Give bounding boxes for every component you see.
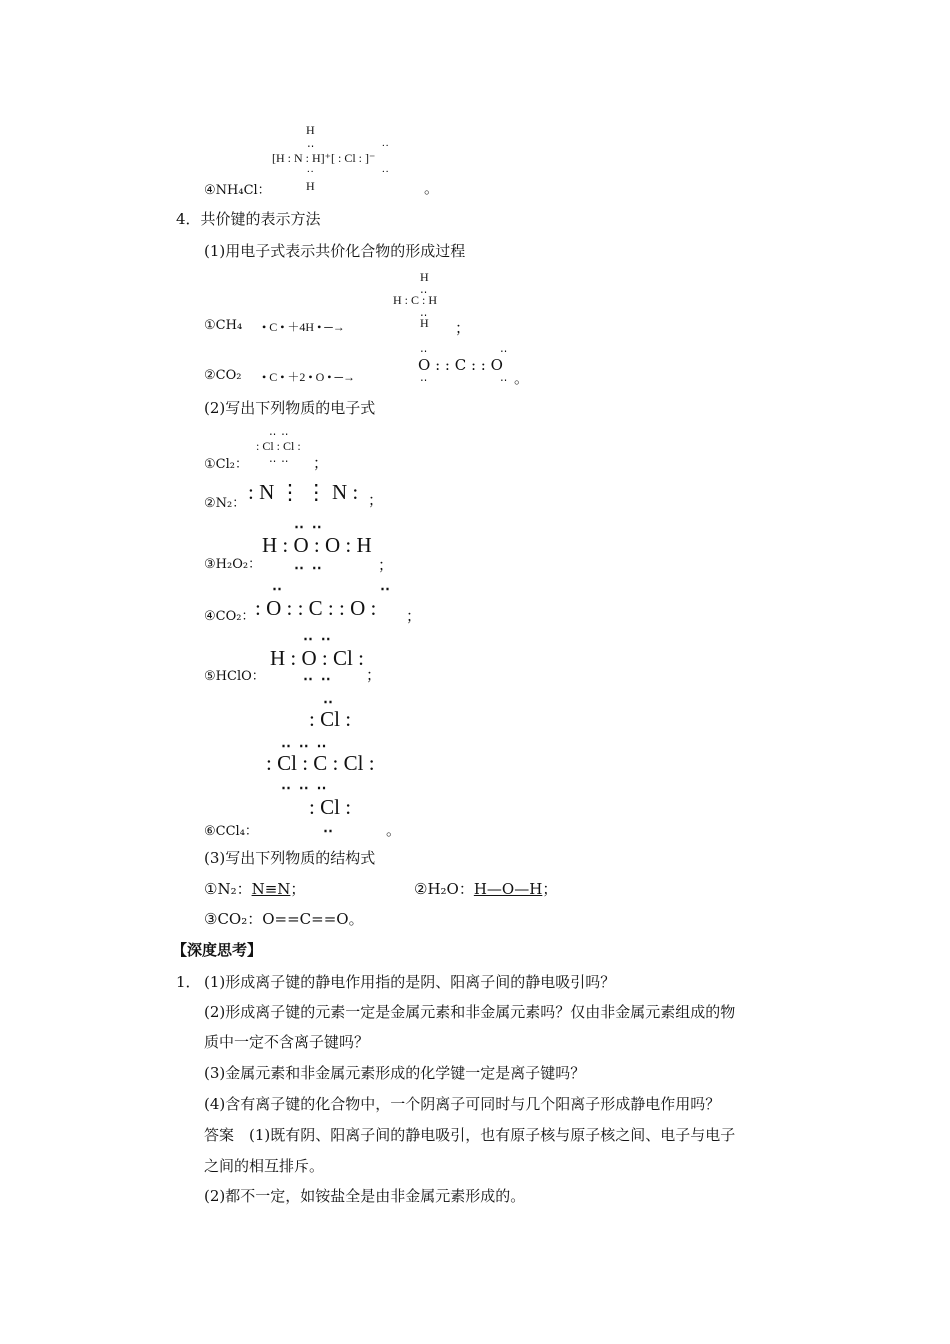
ccl4-dots-1: ‥ bbox=[323, 691, 336, 707]
q1-part1: (1)形成离子键的静电作用指的是阴、阳离子间的静电吸引吗？ bbox=[204, 973, 616, 991]
hclo-label: ⑤HClO： bbox=[204, 669, 265, 684]
struct-h2o bbox=[414, 879, 557, 899]
nh4cl-bottom-h: H bbox=[306, 179, 315, 193]
struct-co2: ③CO₂：O==C==O。 bbox=[204, 910, 364, 928]
ccl4-center-c: C bbox=[313, 751, 328, 775]
ccl4-right-cl: Cl bbox=[343, 751, 364, 775]
answer-line1: 答案 (1)既有阴、阳离子间的静电吸引，也有原子核与原子核之间、电子与电子 bbox=[204, 1126, 736, 1144]
nh4cl-top-h: H bbox=[306, 123, 315, 137]
answer-line2: 之间的相互排斥。 bbox=[204, 1157, 325, 1175]
ccl4-left-cl: Cl bbox=[277, 751, 297, 775]
q1-number: 1． bbox=[176, 973, 201, 991]
co2-product: O : : C : : O bbox=[418, 356, 503, 374]
h2o2-dots-bottom: ‥ ‥ bbox=[294, 557, 324, 573]
struct-h2o-label: ②H₂O： bbox=[414, 880, 474, 898]
deep-heading: 【深度思考】 bbox=[172, 941, 263, 959]
ch4-end: ； bbox=[455, 319, 471, 337]
n2-formula: : N ⋮ ⋮ N : bbox=[248, 480, 359, 504]
cl2-dots-bottom: ‥ ‥ bbox=[269, 453, 290, 465]
h2o2-dots-top: ‥ ‥ bbox=[294, 516, 324, 532]
h2o2-label: ③H₂O₂： bbox=[204, 557, 262, 572]
struct-n2-answer: N≡N bbox=[251, 880, 291, 898]
ch4-top-h: H bbox=[420, 270, 429, 284]
co2-label: ②CO₂ bbox=[204, 368, 242, 383]
ch4-middle: H : C : H bbox=[393, 293, 438, 307]
ch4-dots-bottom: ‥ bbox=[420, 307, 429, 319]
co2-dots-bottom-left: ‥ bbox=[420, 372, 429, 384]
nh4cl-end: 。 bbox=[424, 179, 440, 197]
ccl4-middle: : Cl : C : Cl : bbox=[266, 751, 375, 775]
ccl4-top: : Cl : bbox=[309, 707, 352, 731]
ch4-dots-top: ‥ bbox=[420, 284, 429, 296]
ch4-bottom-h: H bbox=[420, 316, 429, 330]
co2-dots-bottom-right: ‥ bbox=[500, 372, 509, 384]
co2e-dots-top-left: ‥ bbox=[272, 578, 285, 594]
ccl4-bottom: : Cl : bbox=[309, 795, 352, 819]
hclo-end: ； bbox=[366, 666, 382, 684]
co2e-dots-top-right: ‥ bbox=[380, 578, 393, 594]
ccl4-bottom-cl: Cl bbox=[320, 795, 340, 819]
hclo-dots-top: ‥ ‥ bbox=[303, 628, 333, 644]
q1-part4: (4)含有离子键的化合物中，一个阴离子可同时与几个阳离子形成静电作用吗？ bbox=[204, 1095, 721, 1113]
nh4cl-dots-top: ‥ bbox=[307, 138, 316, 150]
answer-line3: (2)都不一定，如铵盐全是由非金属元素形成的。 bbox=[204, 1187, 526, 1205]
subsection-1: (1)用电子式表示共价化合物的形成过程 bbox=[204, 242, 466, 260]
h2o2-formula: H : O : O : H bbox=[262, 533, 372, 557]
cl2-end: ； bbox=[313, 454, 329, 472]
hclo-formula: H : O : Cl : bbox=[270, 646, 364, 670]
q1-part3: (3)金属元素和非金属元素形成的化学键一定是离子键吗？ bbox=[204, 1064, 586, 1082]
h2o2-end: ； bbox=[378, 556, 394, 574]
nh4cl-label: ④NH₄Cl： bbox=[204, 183, 271, 198]
co2-reaction: • C • ＋2 • O • ─→ bbox=[262, 370, 355, 384]
co2-end: 。 bbox=[514, 369, 530, 387]
q1-part2-line2: 质中一定不含离子键吗？ bbox=[204, 1033, 370, 1051]
nh4cl-formula: [H : N : H]⁺[ : Cl : ]⁻ bbox=[272, 151, 376, 165]
ccl4-dots-2: ‥ ‥ ‥ bbox=[281, 735, 329, 751]
struct-n2-end: ； bbox=[290, 880, 306, 898]
n2-end: ； bbox=[368, 491, 384, 509]
struct-n2 bbox=[204, 879, 305, 899]
co2e-end: ； bbox=[406, 607, 422, 625]
struct-h2o-end: ； bbox=[542, 880, 558, 898]
ccl4-label: ⑥CCl₄： bbox=[204, 824, 258, 839]
ccl4-dots-3: ‥ ‥ ‥ bbox=[281, 777, 329, 793]
subsection-2: (2)写出下列物质的电子式 bbox=[204, 399, 376, 417]
q1-part2-line1: (2)形成离子键的元素一定是金属元素和非金属元素吗？仅由非金属元素组成的物 bbox=[204, 1003, 736, 1021]
cl2-dots-top: ‥ ‥ bbox=[269, 426, 290, 438]
ccl4-dots-4: ‥ bbox=[323, 820, 336, 836]
struct-h2o-answer: H—O—H bbox=[473, 880, 543, 898]
n2-label: ②N₂： bbox=[204, 496, 246, 511]
co2e-formula: : O : : C : : O : bbox=[255, 596, 377, 620]
nh4cl-dots-cl-top: .. bbox=[382, 137, 390, 149]
co2-dots-top-left: ‥ bbox=[420, 343, 429, 355]
ccl4-end: 。 bbox=[386, 821, 402, 839]
cl2-label: ①Cl₂： bbox=[204, 457, 248, 472]
hclo-dots-bottom: ‥ ‥ bbox=[303, 668, 333, 684]
co2-dots-top-right: ‥ bbox=[500, 343, 509, 355]
co2e-label: ④CO₂： bbox=[204, 609, 255, 624]
nh4cl-dots-bottom: .. bbox=[307, 163, 315, 175]
nh4cl-dots-cl-bottom: .. bbox=[382, 163, 390, 175]
cl2-formula: : Cl : Cl : bbox=[256, 439, 301, 453]
ch4-reaction: • C • ＋4H • ─→ bbox=[262, 320, 345, 334]
subsection-3: (3)写出下列物质的结构式 bbox=[204, 849, 376, 867]
ccl4-top-cl: Cl bbox=[320, 707, 340, 731]
section-heading: 4．共价键的表示方法 bbox=[176, 210, 321, 228]
ch4-label: ①CH₄ bbox=[204, 318, 243, 333]
struct-n2-label: ①N₂： bbox=[204, 880, 252, 898]
